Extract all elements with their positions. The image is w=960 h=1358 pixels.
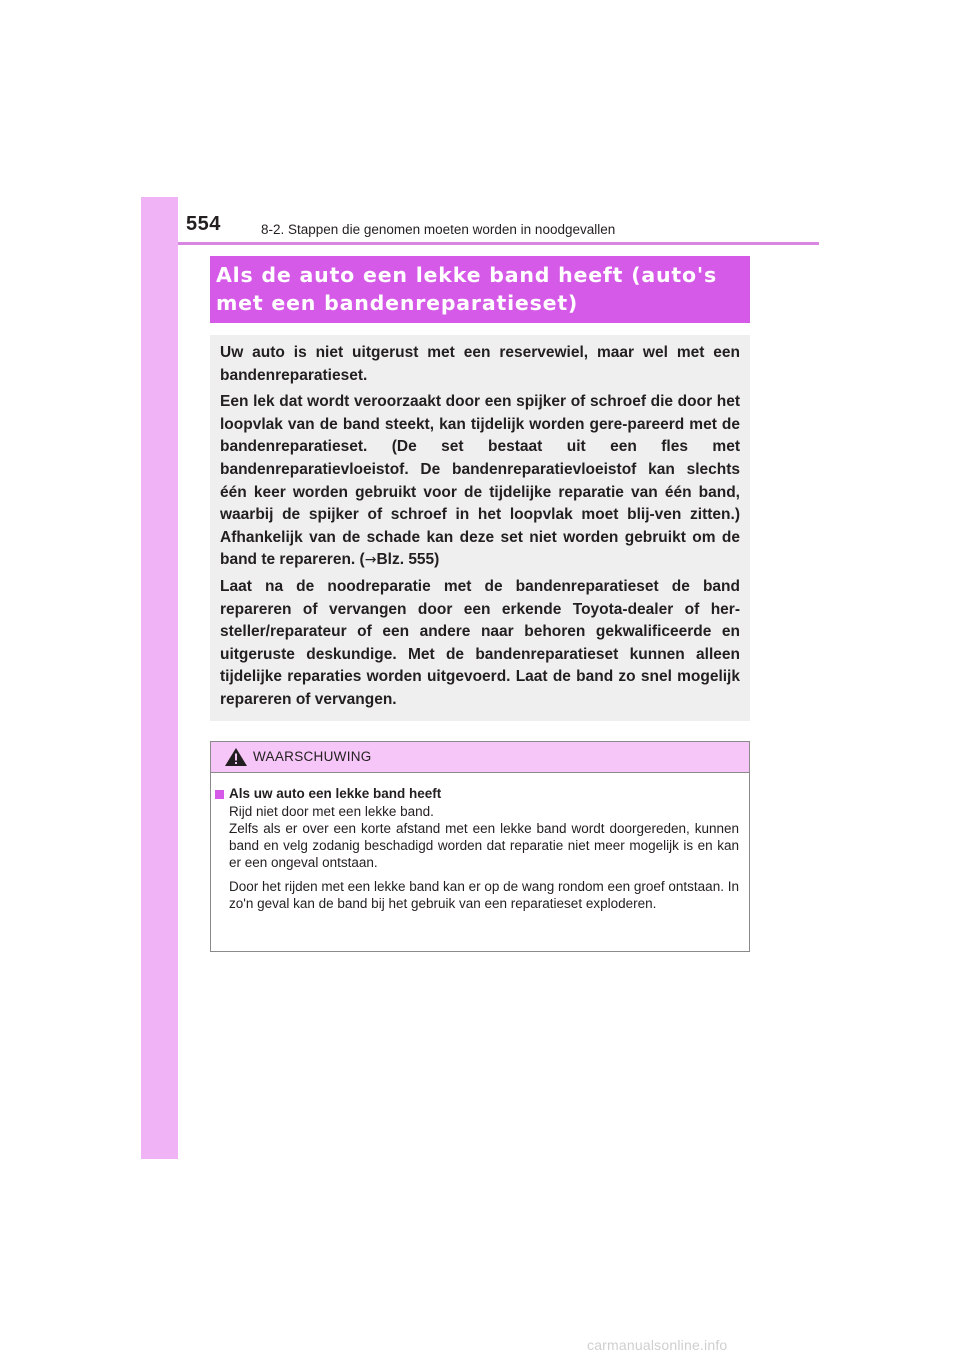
- warning-heading-text: Als uw auto een lekke band heeft: [229, 786, 442, 801]
- warning-text: [215, 803, 739, 912]
- footer-watermark: carmanualsonline.info: [587, 1337, 728, 1353]
- warning-label: WAARSCHUWING: [253, 749, 372, 764]
- warning-body: [211, 773, 749, 912]
- section-title-line-1: Als de auto een lekke band heeft (auto's: [216, 263, 717, 287]
- side-tab-strip: [141, 197, 178, 1159]
- page-reference-link[interactable]: Blz. 555): [376, 551, 440, 569]
- intro-paragraph-3: Laat na de noodreparatie met de bandenreparatieset de band repareren of vervangen door een erkende Toyota-dealer of her-steller/reparateur of een andere naar behoren gekwalificeerde en uitgeruste deskundige. Met de bandenreparatieset kunnen alleen tijdelijke reparaties worden uitgevoerd. Laat de band zo snel mogelijk repareren of vervangen.: [220, 577, 740, 708]
- intro-paragraph-1: Uw auto is niet uitgerust met een reservewiel, maar wel met een bandenreparatieset.: [220, 344, 740, 384]
- warning-header: [211, 742, 749, 773]
- section-title-line-2: met een bandenreparatieset): [216, 291, 579, 315]
- warning-heading: [215, 785, 739, 803]
- warning-triangle-icon: [224, 747, 248, 767]
- warning-line-3: Door het rijden met een lekke band kan er op de wang rondom een groef ontstaan. In zo'n geval kan de band bij het gebruik van een reparatieset exploderen.: [229, 879, 739, 911]
- arrow-right-icon: →: [364, 552, 377, 569]
- square-bullet-icon: [215, 790, 224, 799]
- warning-line-1: Rijd niet door met een lekke band.: [229, 804, 434, 819]
- intro-paragraph-2-text: Een lek dat wordt veroorzaakt door een spijker of schroef die door het loopvlak van de band steekt, kan tijdelijk worden gere-pareerd met de bandenreparatieset. (De set bestaat uit een fles met bandenreparatievloeistof. De bandenreparatievloeistof kan slechts één keer worden gebruikt voor de tijdelijke reparatie van één band, waarbij de spijker of schroef in het loopvlak moet blij-ven zitten.) Afhankelijk van de schade kan deze set niet worden gebruikt om de band te repareren. (: [220, 393, 740, 569]
- intro-summary-box: [210, 335, 750, 721]
- running-header: 8-2. Stappen die genomen moeten worden in noodgevallen: [261, 222, 616, 237]
- warning-box: [210, 741, 750, 952]
- page-number: 554: [186, 213, 221, 235]
- section-title: [216, 261, 742, 317]
- header-divider: [178, 242, 819, 245]
- warning-line-2: Zelfs als er over een korte afstand met een lekke band wordt doorgereden, kunnen band en velg zodanig beschadigd worden dat reparatie niet meer mogelijk is en kan er een ongeval ontstaan.: [229, 821, 739, 870]
- section-title-banner: [210, 256, 750, 323]
- intro-paragraph-2: [220, 391, 740, 572]
